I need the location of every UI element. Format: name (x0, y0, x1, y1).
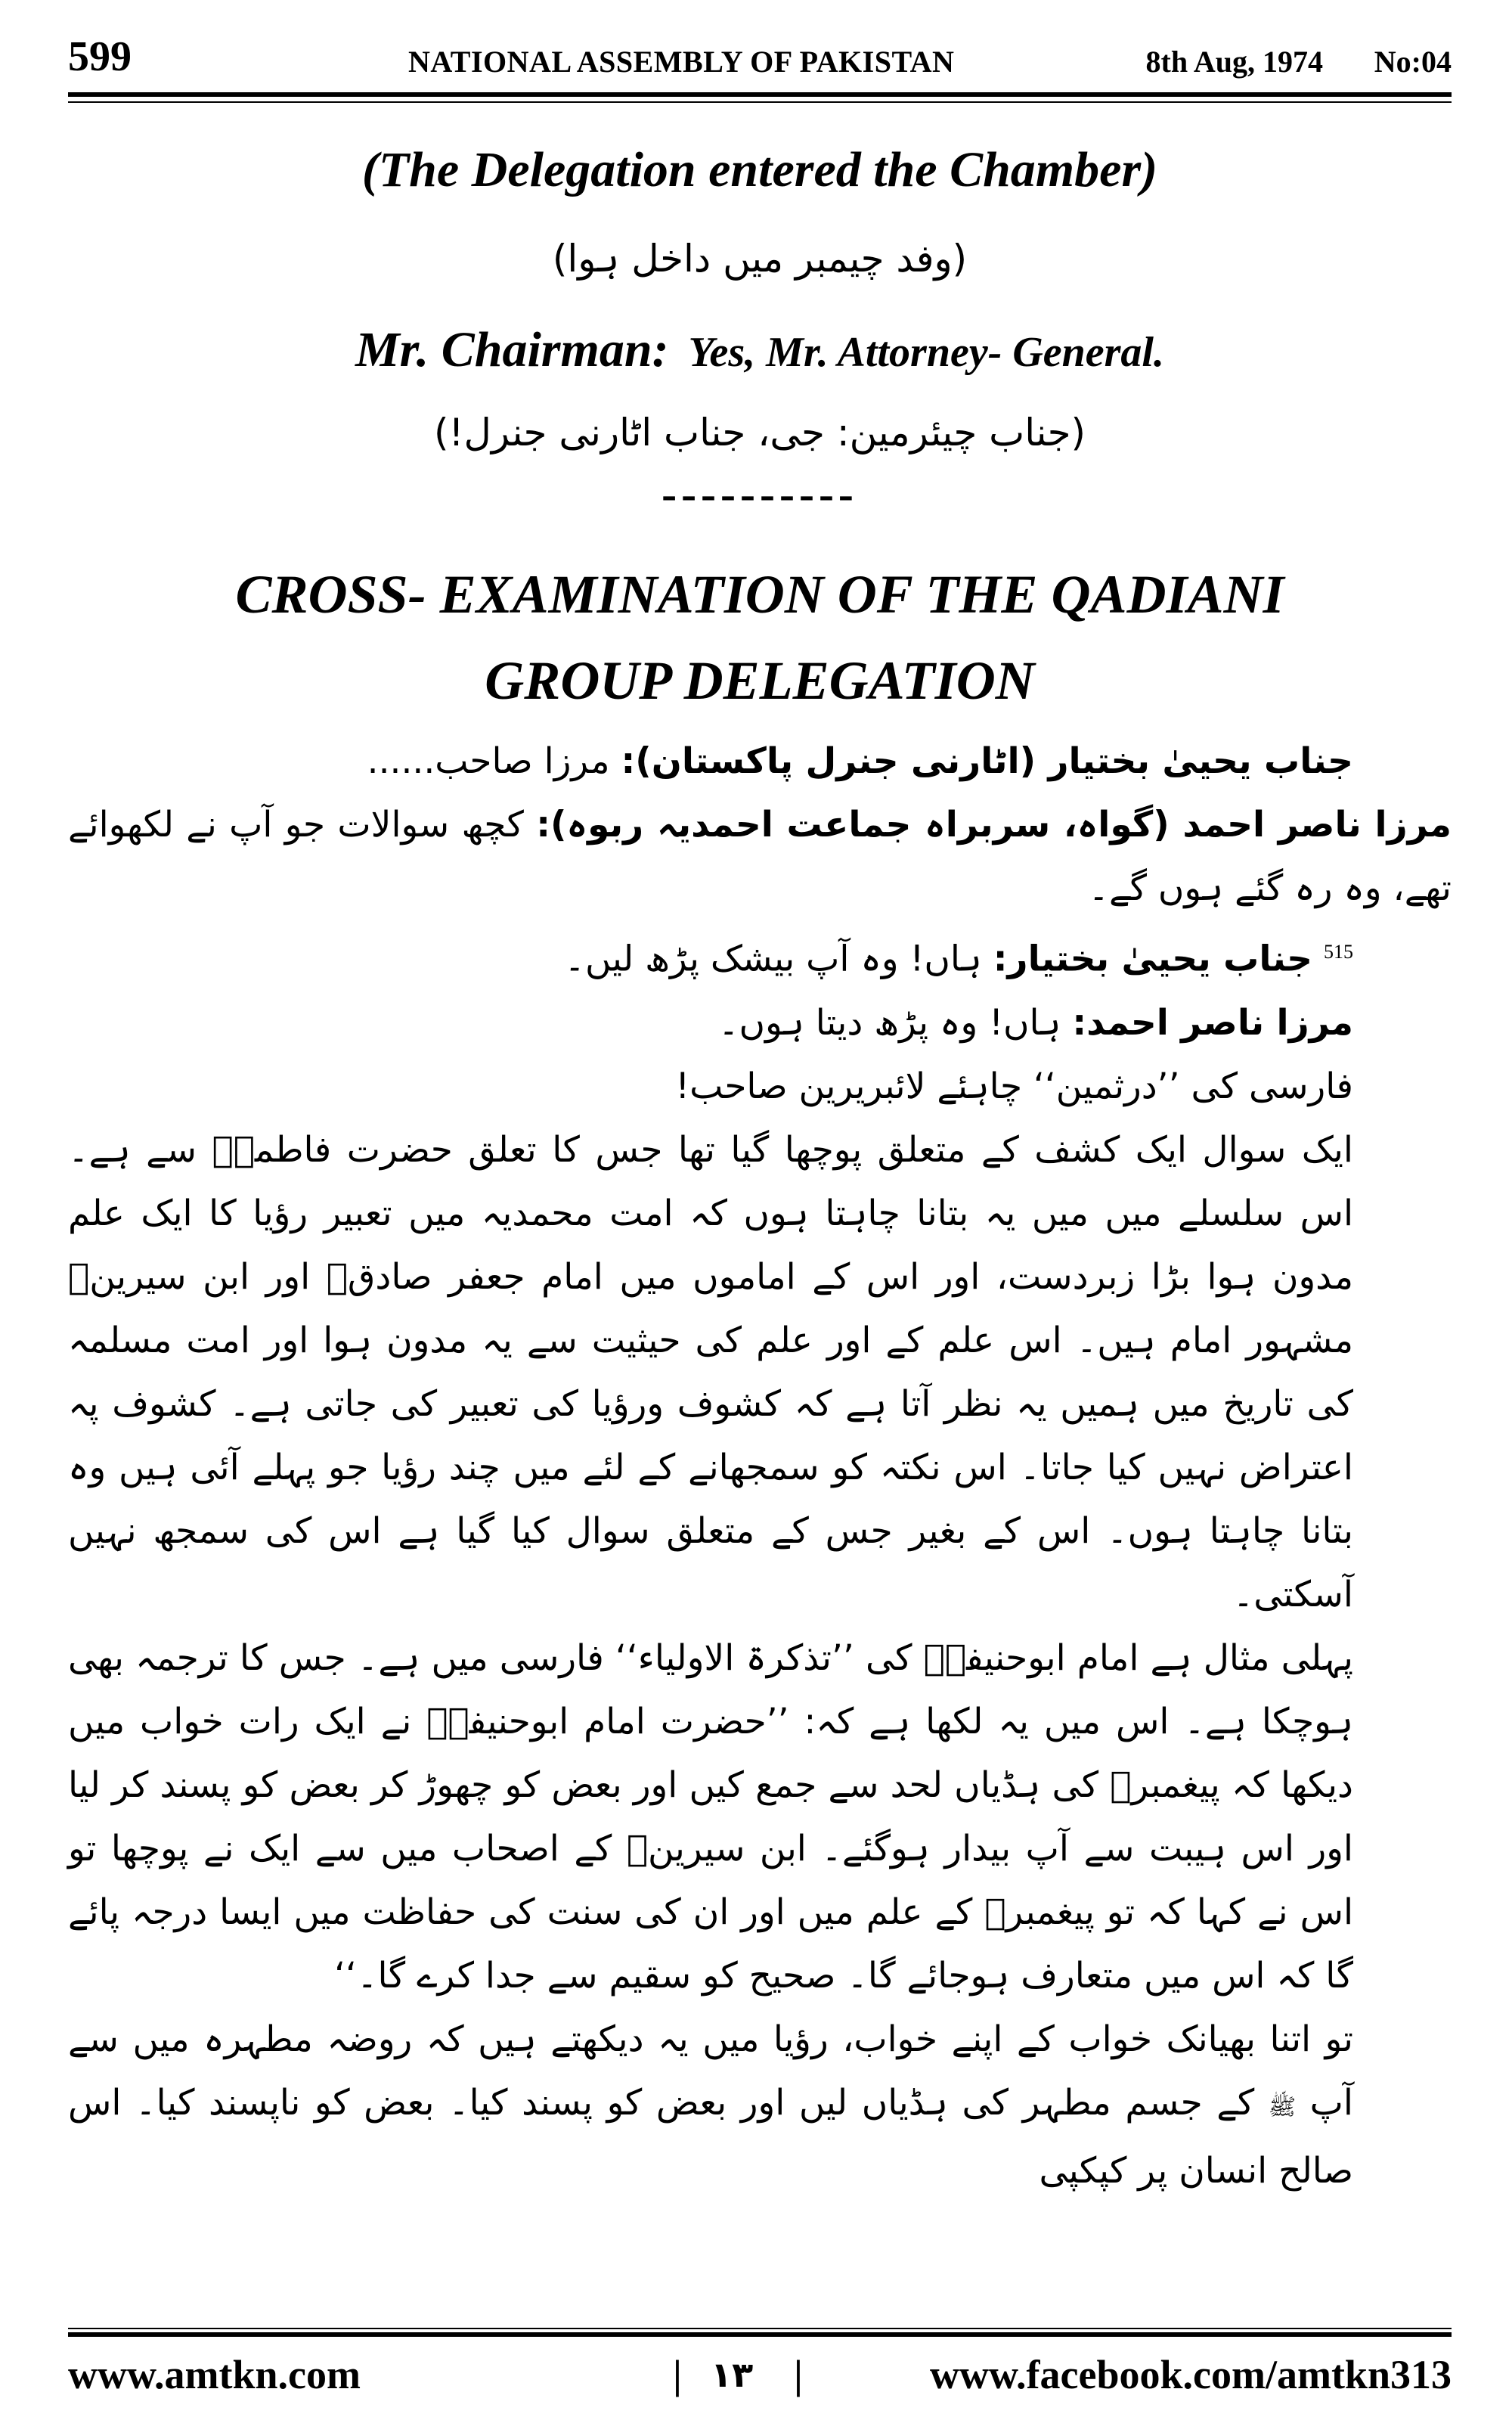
footer-rule (68, 2332, 1452, 2337)
transcript-paragraph-8 (68, 2008, 1452, 2203)
footer-rule-thin (68, 2328, 1452, 2329)
header-rule-thin (68, 101, 1452, 103)
page-marker: 515 (1324, 941, 1353, 963)
chairman-line (68, 316, 1452, 386)
transcript-paragraph-2 (68, 793, 1452, 920)
header-rule (68, 92, 1452, 97)
speaker-name: مرزا ناصر احمد: (1072, 1001, 1353, 1044)
footer-separator: | (794, 2352, 803, 2397)
transcript-paragraph-3 (68, 920, 1452, 991)
footer-separator: | (673, 2352, 682, 2397)
salutation-symbol: ﷺ (1268, 2093, 1297, 2121)
header-date: 8th Aug, 1974 (1145, 45, 1323, 79)
page-number: 599 (68, 33, 132, 80)
section-heading-line-1: CROSS- EXAMINATION OF THE QADIANI (235, 564, 1284, 625)
transcript-paragraph-4 (68, 991, 1452, 1055)
delegation-entered-urdu: (وفد چیمبر میں داخل ہوا) (552, 237, 968, 281)
speaker-name: مرزا ناصر احمد (گواہ، سربراہ جماعت احمدیہ ربوہ): (536, 804, 1452, 845)
speaker-name: جناب یحییٰ بختیار: (993, 938, 1313, 980)
speech-text: مرزا صاحب...... (367, 740, 610, 782)
section-heading-line-2: GROUP DELEGATION (485, 650, 1035, 711)
chairman-speaker: Mr. Chairman: (355, 322, 669, 377)
speech-text: کے جسم مطہر کی ہڈیاں لیں اور بعض کو پسند کیا۔ بعض کو ناپسند کیا۔ اس صالح انسان پر کپکپی (68, 2081, 1353, 2192)
speech-text: ہاں! وہ آپ بیشک پڑھ لیں۔ (564, 938, 982, 980)
chairman-line-urdu: (جناب چیئرمین: جی، جناب اٹارنی جنرل!) (434, 411, 1086, 455)
transcript-paragraph-6: ایک سوال ایک کشف کے متعلق پوچھا گیا تھا جس کا تعلق حضرت فاطمہؓ سے ہے۔ اس سلسلے میں میں یہ بتانا چاہتا ہوں کہ امت محمدیہ میں تعبیر رؤیا کا ایک علم مدون ہوا بڑا زبردست، اور اس کے اماموں میں امام جعفر صادقؒ اور ابن سیرینؒ مشہور امام ہیں۔ اس علم کے اور علم کی حیثیت سے یہ مدون ہوا اور امت مسلمہ کی تاریخ میں ہمیں یہ نظر آتا ہے کہ کشوف ورؤیا کی تعبیر کی جاتی ہے۔ کشوف پہ اعتراض نہیں کیا جاتا۔ اس نکتہ کو سمجھانے کے لئے میں چند رؤیا جو پہلے آئی ہیں وہ بتانا چاہتا ہوں۔ اس کے بغیر جس کے متعلق سوال کیا گیا ہے اس کی سمجھ نہیں آسکتی۔ (68, 1128, 1353, 1615)
section-divider: ---------- (662, 469, 858, 519)
speaker-name: جناب یحییٰ بختیار (اٹارنی جنرل پاکستان): (621, 740, 1353, 782)
facebook-link[interactable]: www.facebook.com/amtkn313 (930, 2352, 1452, 2397)
speech-text: کچھ سوالات جو آپ نے لکھوائے تھے، وہ رہ گئے ہوں گے۔ (68, 804, 1452, 909)
footer-page-number: ۱۳ (711, 2354, 754, 2395)
speech-text: تو اتنا بھیانک خواب کے اپنے خواب، رؤیا میں یہ دیکھتے ہیں کہ روضہ مطہرہ میں سے آپ (68, 2018, 1353, 2124)
speech-text: ہاں! وہ پڑھ دیتا ہوں۔ (717, 1001, 1061, 1044)
transcript-paragraph-5: فارسی کی ’’درثمین‘‘ چاہئے لائبریرین صاحب! (675, 1065, 1353, 1107)
page-footer (68, 2344, 1452, 2405)
website-link[interactable]: www.amtkn.com (68, 2352, 361, 2397)
transcript-paragraph-7: پہلی مثال ہے امام ابوحنیفہؒ کی ’’تذکرۃ الاولیاء‘‘ فارسی میں ہے۔ جس کا ترجمہ بھی ہوچکا ہے۔ اس میں یہ لکھا ہے کہ: ’’حضرت امام ابوحنیفہؒ نے ایک رات خواب میں دیکھا کہ پیغمبرؐ کی ہڈیاں لحد سے جمع کیں اور بعض کو چھوڑ کر بعض کو پسند کر لیا اور اس ہیبت سے آپ بیدار ہوگئے۔ ابن سیرینؒ کے اصحاب میں سے ایک نے پوچھا تو اس نے کہا کہ تو پیغمبرؐ کے علم میں اور ان کی سنت کی حفاظت میں ایسا درجہ پائے گا کہ اس میں متعارف ہوجائے گا۔ صحیح کو سقیم سے جدا کرے گا۔‘‘ (68, 1637, 1353, 1996)
header-title: NATIONAL ASSEMBLY OF PAKISTAN (408, 45, 955, 79)
delegation-entered-line: (The Delegation entered the Chamber) (361, 142, 1158, 197)
transcript-paragraph-1 (68, 730, 1452, 793)
header-issue-number: No:04 (1374, 45, 1452, 79)
transcript-body (68, 730, 1452, 2203)
page-header (68, 30, 1452, 91)
chairman-speech: Yes, Mr. Attorney- General. (688, 329, 1164, 376)
